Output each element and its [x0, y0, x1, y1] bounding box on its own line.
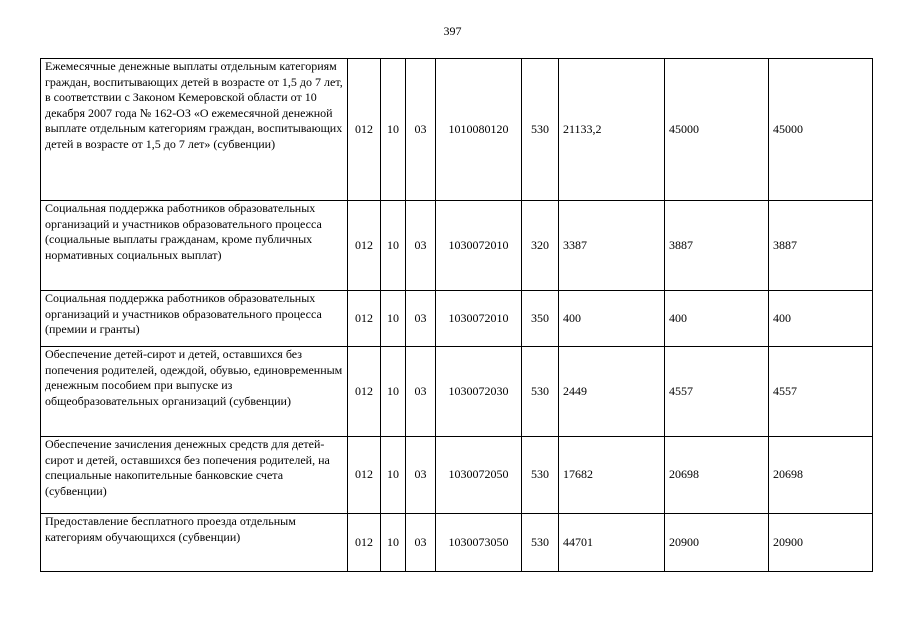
- expense-type-cell: 350: [522, 291, 559, 347]
- target-article-cell: 1030072010: [436, 201, 522, 291]
- amount-year-3-cell: 400: [769, 291, 873, 347]
- subsection-code-cell: 03: [406, 437, 436, 514]
- section-code-cell: 10: [381, 437, 406, 514]
- amount-year-3-cell: 3887: [769, 201, 873, 291]
- subsection-code-cell: 03: [406, 291, 436, 347]
- amount-year-2-cell: 3887: [665, 201, 769, 291]
- target-article-cell: 1030073050: [436, 514, 522, 572]
- row-name-cell: Социальная поддержка работников образовательных организаций и участников образовательного процесса (премии и гранты): [41, 291, 348, 347]
- amount-year-2-cell: 4557: [665, 347, 769, 437]
- amount-year-3-cell: 20698: [769, 437, 873, 514]
- amount-year-3-cell: 20900: [769, 514, 873, 572]
- subsection-code-cell: 03: [406, 201, 436, 291]
- expense-type-cell: 530: [522, 437, 559, 514]
- section-code-cell: 10: [381, 347, 406, 437]
- ministry-code-cell: 012: [348, 59, 381, 201]
- amount-year-2-cell: 45000: [665, 59, 769, 201]
- expense-type-cell: 530: [522, 514, 559, 572]
- ministry-code-cell: 012: [348, 291, 381, 347]
- target-article-cell: 1030072010: [436, 291, 522, 347]
- budget-table: [40, 58, 873, 572]
- subsection-code-cell: 03: [406, 514, 436, 572]
- ministry-code-cell: 012: [348, 437, 381, 514]
- amount-year-1-cell: 21133,2: [559, 59, 665, 201]
- table-row: [41, 201, 873, 291]
- section-code-cell: 10: [381, 201, 406, 291]
- subsection-code-cell: 03: [406, 59, 436, 201]
- ministry-code-cell: 012: [348, 347, 381, 437]
- section-code-cell: 10: [381, 291, 406, 347]
- amount-year-1-cell: 17682: [559, 437, 665, 514]
- section-code-cell: 10: [381, 59, 406, 201]
- table-row: [41, 347, 873, 437]
- target-article-cell: 1030072030: [436, 347, 522, 437]
- row-name-cell: Обеспечение детей-сирот и детей, оставшихся без попечения родителей, одеждой, обувью, единовременным денежным пособием при выпуске из общеобразовательных организаций (субвенции): [41, 347, 348, 437]
- amount-year-3-cell: 45000: [769, 59, 873, 201]
- row-name-cell: Предоставление бесплатного проезда отдельным категориям обучающихся (субвенции): [41, 514, 348, 572]
- table-row: [41, 437, 873, 514]
- table-row: [41, 291, 873, 347]
- amount-year-1-cell: 44701: [559, 514, 665, 572]
- target-article-cell: 1010080120: [436, 59, 522, 201]
- amount-year-2-cell: 400: [665, 291, 769, 347]
- amount-year-2-cell: 20698: [665, 437, 769, 514]
- subsection-code-cell: 03: [406, 347, 436, 437]
- table-row: [41, 514, 873, 572]
- expense-type-cell: 530: [522, 347, 559, 437]
- amount-year-3-cell: 4557: [769, 347, 873, 437]
- table-row: [41, 59, 873, 201]
- page-number: 397: [443, 24, 462, 38]
- expense-type-cell: 530: [522, 59, 559, 201]
- section-code-cell: 10: [381, 514, 406, 572]
- amount-year-1-cell: 3387: [559, 201, 665, 291]
- amount-year-1-cell: 400: [559, 291, 665, 347]
- ministry-code-cell: 012: [348, 201, 381, 291]
- amount-year-2-cell: 20900: [665, 514, 769, 572]
- ministry-code-cell: 012: [348, 514, 381, 572]
- row-name-cell: Ежемесячные денежные выплаты отдельным категориям граждан, воспитывающих детей в возрасте от 1,5 до 7 лет, в соответствии с Законом Кемеровской области от 10 декабря 2007 года № 162-ОЗ «О ежемесячной денежной выплате отдельным категориям граждан, воспитывающих детей в возрасте от 1,5 до 7 лет» (субвенции): [41, 59, 348, 201]
- amount-year-1-cell: 2449: [559, 347, 665, 437]
- expense-type-cell: 320: [522, 201, 559, 291]
- target-article-cell: 1030072050: [436, 437, 522, 514]
- row-name-cell: Обеспечение зачисления денежных средств для детей-сирот и детей, оставшихся без попечения родителей, на специальные накопительные банковские счета (субвенции): [41, 437, 348, 514]
- row-name-cell: Социальная поддержка работников образовательных организаций и участников образовательного процесса (социальные выплаты гражданам, кроме публичных нормативных социальных выплат): [41, 201, 348, 291]
